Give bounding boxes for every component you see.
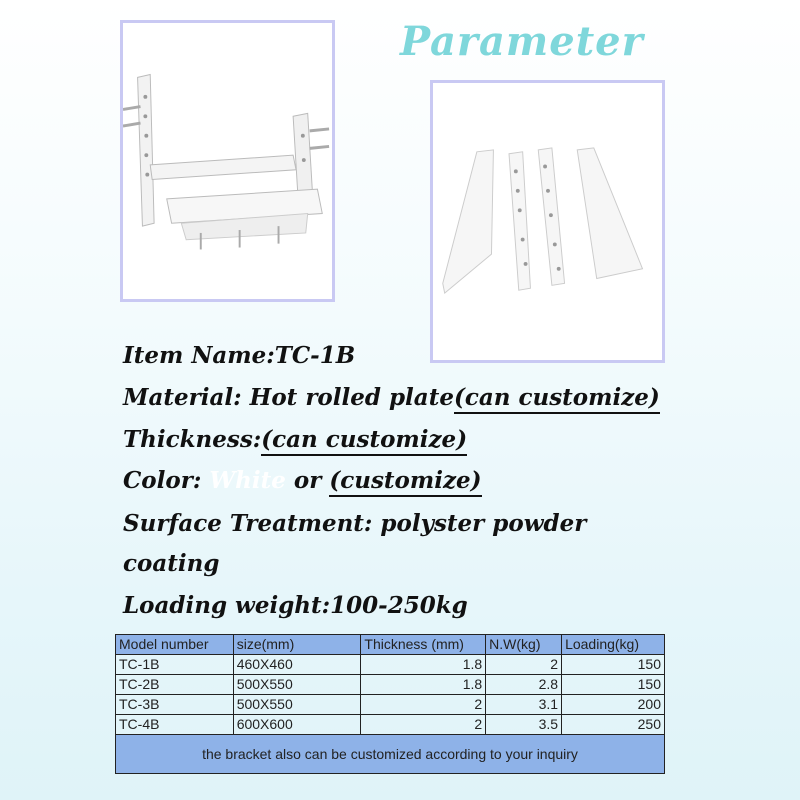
bracket-assembled-image (123, 23, 332, 299)
cell-model: TC-2B (116, 675, 234, 695)
cell-loading: 150 (562, 675, 665, 695)
material-label: Material: Hot rolled plate (123, 384, 454, 411)
cell-size: 460X460 (233, 655, 361, 675)
table-header-row (116, 635, 665, 655)
cell-model: TC-1B (116, 655, 234, 675)
cell-thickness: 2 (361, 715, 486, 735)
cell-model: TC-4B (116, 715, 234, 735)
header-size: size(mm) (233, 635, 361, 655)
color-customize: (customize) (329, 467, 481, 497)
cell-thickness: 1.8 (361, 675, 486, 695)
header-model: Model number (116, 635, 234, 655)
cell-model: TC-3B (116, 695, 234, 715)
color-or: or (285, 467, 330, 494)
bracket-parts-image (433, 83, 662, 360)
surface-line-1: Surface Treatment: polyster powder (123, 510, 587, 537)
cell-size: 500X550 (233, 695, 361, 715)
surface-line-2: coating (123, 550, 220, 577)
cell-weight: 2 (486, 655, 562, 675)
table-note-row (116, 735, 665, 774)
header-loading: Loading(kg) (562, 635, 665, 655)
cell-size: 600X600 (233, 715, 361, 735)
table-row (116, 715, 665, 735)
table-row (116, 695, 665, 715)
color-label: Color: (123, 467, 210, 494)
cell-loading: 200 (562, 695, 665, 715)
loading-line: Loading weight:100-250kg (123, 592, 468, 619)
cell-thickness: 1.8 (361, 655, 486, 675)
cell-weight: 3.5 (486, 715, 562, 735)
cell-weight: 3.1 (486, 695, 562, 715)
color-line (123, 467, 482, 494)
table-note: the bracket also can be customized according to your inquiry (116, 735, 665, 774)
parameter-table (115, 634, 665, 774)
material-customize: (can customize) (454, 384, 660, 414)
color-value: White (209, 467, 286, 494)
table-row (116, 655, 665, 675)
page-title: Parameter (400, 18, 644, 65)
thickness-customize: (can customize) (261, 426, 467, 456)
material-line (123, 384, 660, 411)
header-thickness: Thickness (mm) (361, 635, 486, 655)
header-weight: N.W(kg) (486, 635, 562, 655)
bracket-parts-photo (430, 80, 665, 363)
thickness-label: Thickness: (123, 426, 262, 453)
table-row (116, 675, 665, 695)
bracket-assembled-photo (120, 20, 335, 302)
cell-size: 500X550 (233, 675, 361, 695)
cell-loading: 250 (562, 715, 665, 735)
thickness-line (123, 426, 467, 453)
item-name-line: Item Name:TC-1B (123, 342, 356, 369)
cell-thickness: 2 (361, 695, 486, 715)
cell-weight: 2.8 (486, 675, 562, 695)
cell-loading: 150 (562, 655, 665, 675)
